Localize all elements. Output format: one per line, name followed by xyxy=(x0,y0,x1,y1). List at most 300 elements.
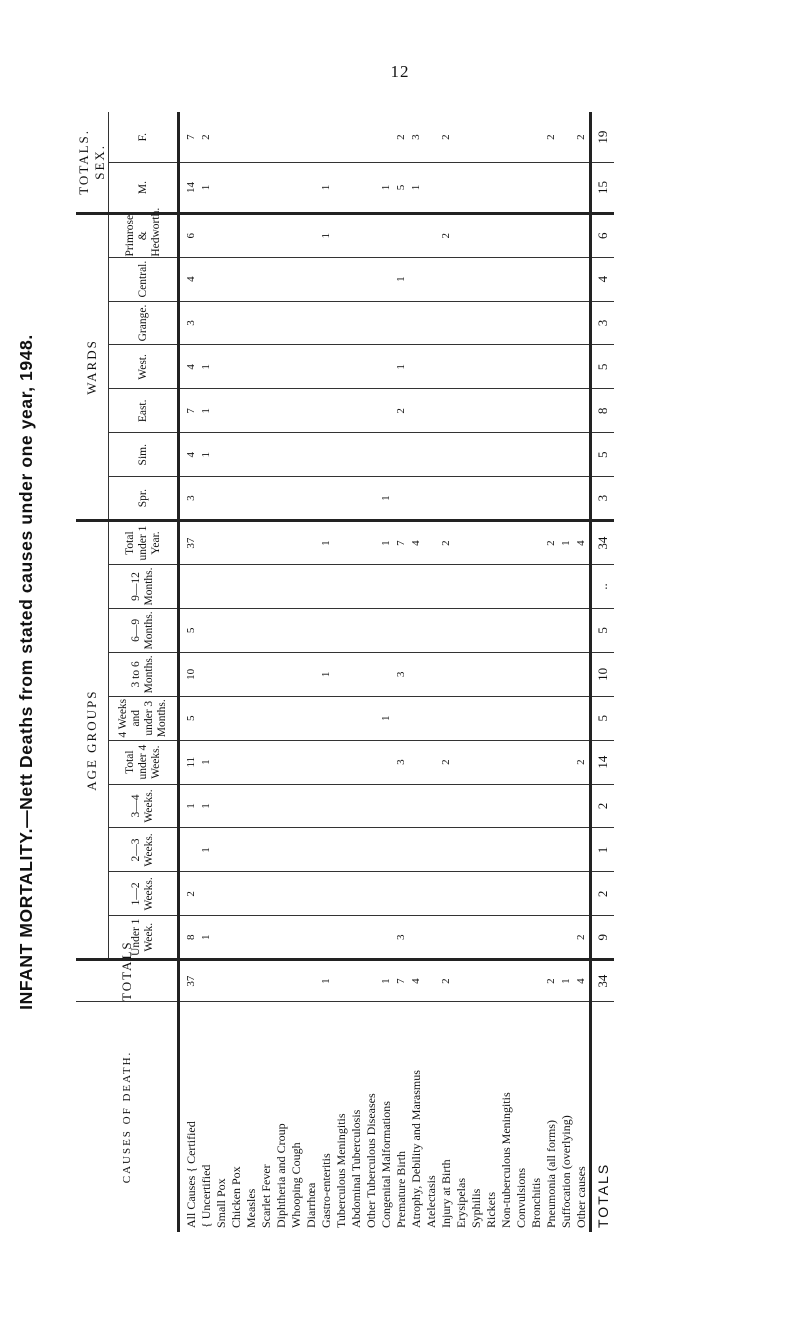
ward-cell xyxy=(349,389,364,433)
ward-cell xyxy=(409,433,424,477)
sex-cell: 2 xyxy=(199,112,214,163)
ward-cell xyxy=(469,257,484,301)
age-cell xyxy=(349,608,364,652)
sex-cell xyxy=(334,163,349,214)
age-cell xyxy=(394,828,409,872)
age-cell xyxy=(454,872,469,916)
age-cell xyxy=(349,652,364,696)
age-cell xyxy=(379,740,394,784)
ward-cell xyxy=(229,433,244,477)
ward-cell xyxy=(544,257,559,301)
age-col-header: 4 Weeks and under 3 Months. xyxy=(109,696,179,740)
sex-cell xyxy=(349,163,364,214)
age-cell xyxy=(439,784,454,828)
ward-cell xyxy=(424,301,439,345)
ward-cell: 4 xyxy=(179,433,200,477)
ward-cell xyxy=(244,257,259,301)
total-cell: 1 xyxy=(559,960,574,1002)
ward-cell xyxy=(484,213,499,257)
age-cell xyxy=(214,565,229,609)
age-cell xyxy=(424,740,439,784)
ward-col-header: Primrose & Hedworth. xyxy=(109,213,179,257)
sex-cell: 1 xyxy=(409,163,424,214)
age-cell xyxy=(454,696,469,740)
ward-cell xyxy=(334,213,349,257)
age-cell xyxy=(559,916,574,960)
ward-cell xyxy=(454,301,469,345)
sex-cell xyxy=(244,112,259,163)
ward-cell xyxy=(529,345,544,389)
rotated-table-region xyxy=(6,112,726,1232)
age-cell xyxy=(364,608,379,652)
age-cell: 1 xyxy=(199,740,214,784)
sex-cell: 1 xyxy=(199,163,214,214)
age-total-cell: .. xyxy=(591,565,615,609)
age-cell xyxy=(514,784,529,828)
ward-cell xyxy=(484,433,499,477)
cause-label: All Causes { Certified xyxy=(184,1121,198,1228)
age-cell: 2 xyxy=(179,872,200,916)
ward-cell: 1 xyxy=(199,345,214,389)
cause-label: Small Pox xyxy=(214,1178,228,1228)
ward-cell xyxy=(349,301,364,345)
age-cell xyxy=(469,696,484,740)
ward-total-cell: 5 xyxy=(591,433,615,477)
ward-cell xyxy=(364,257,379,301)
age-cell: 1 xyxy=(379,521,394,565)
ward-cell xyxy=(529,213,544,257)
sex-cell xyxy=(379,112,394,163)
ward-cell xyxy=(229,257,244,301)
ward-cell xyxy=(514,477,529,521)
age-cell xyxy=(514,521,529,565)
age-cell xyxy=(379,608,394,652)
age-cell: 2 xyxy=(439,740,454,784)
age-cell xyxy=(364,521,379,565)
cause-label: Congenital Malformations xyxy=(379,1101,393,1228)
age-cell xyxy=(559,828,574,872)
age-cell xyxy=(574,784,591,828)
age-cell xyxy=(484,521,499,565)
cause-label: Measles xyxy=(244,1188,258,1228)
table-row xyxy=(289,112,304,1232)
table-row xyxy=(529,112,544,1232)
ward-cell xyxy=(574,433,591,477)
ward-cell xyxy=(544,389,559,433)
age-cell: 3 xyxy=(394,916,409,960)
ward-cell: 2 xyxy=(439,213,454,257)
age-cell: 3 xyxy=(394,740,409,784)
age-cell xyxy=(439,872,454,916)
age-cell xyxy=(484,828,499,872)
table-row xyxy=(544,112,559,1232)
age-cell: 4 xyxy=(574,521,591,565)
ward-cell xyxy=(409,477,424,521)
ward-cell xyxy=(319,257,334,301)
age-cell xyxy=(514,740,529,784)
age-cell xyxy=(364,916,379,960)
sex-cell xyxy=(544,163,559,214)
age-cell xyxy=(229,608,244,652)
ward-cell xyxy=(394,433,409,477)
table-row xyxy=(499,112,514,1232)
ward-cell xyxy=(289,433,304,477)
age-cell xyxy=(304,828,319,872)
age-cell xyxy=(499,828,514,872)
causes-header: CAUSES OF DEATH. xyxy=(76,1001,179,1232)
ward-cell xyxy=(574,345,591,389)
age-cell: 5 xyxy=(179,608,200,652)
ward-cell: 1 xyxy=(394,345,409,389)
ward-cell xyxy=(454,257,469,301)
age-cell: 3 xyxy=(394,652,409,696)
age-cell xyxy=(259,872,274,916)
age-cell xyxy=(289,872,304,916)
age-cell xyxy=(469,652,484,696)
age-cell: 1 xyxy=(319,652,334,696)
age-cell xyxy=(214,872,229,916)
age-cell xyxy=(364,696,379,740)
totals-label: TOTALS xyxy=(591,1001,615,1232)
ward-cell xyxy=(214,301,229,345)
ward-cell xyxy=(514,389,529,433)
table-row xyxy=(214,112,229,1232)
ward-cell xyxy=(499,477,514,521)
ward-cell xyxy=(349,345,364,389)
ward-cell xyxy=(244,389,259,433)
ward-cell xyxy=(259,389,274,433)
table-row xyxy=(514,112,529,1232)
ward-cell xyxy=(364,301,379,345)
age-cell xyxy=(469,872,484,916)
ward-cell xyxy=(499,301,514,345)
ward-cell xyxy=(334,257,349,301)
age-cell xyxy=(469,916,484,960)
sex-cell xyxy=(304,112,319,163)
age-cell xyxy=(304,608,319,652)
age-cell xyxy=(259,565,274,609)
age-cell xyxy=(214,608,229,652)
age-cell xyxy=(409,696,424,740)
ward-cell xyxy=(349,213,364,257)
sex-cell xyxy=(514,112,529,163)
ward-cell xyxy=(454,433,469,477)
age-cell xyxy=(199,696,214,740)
total-cell: 7 xyxy=(394,960,409,1002)
infant-mortality-table xyxy=(76,112,614,1232)
age-cell xyxy=(244,565,259,609)
age-total-cell: 5 xyxy=(591,696,615,740)
age-total-cell: 1 xyxy=(591,828,615,872)
age-cell xyxy=(529,608,544,652)
total-cell: 2 xyxy=(544,960,559,1002)
cause-label: Rickets xyxy=(484,1192,498,1228)
age-cell xyxy=(214,652,229,696)
age-cell xyxy=(289,696,304,740)
cause-label: Pneumonia (all forms) xyxy=(544,1120,558,1228)
age-total-cell: 10 xyxy=(591,652,615,696)
ward-total-cell: 8 xyxy=(591,389,615,433)
cause-label: Atrophy, Debility and Marasmus xyxy=(409,1070,423,1228)
total-cell xyxy=(259,960,274,1002)
age-cell xyxy=(334,521,349,565)
table-row xyxy=(484,112,499,1232)
age-cell xyxy=(259,696,274,740)
age-cell xyxy=(319,696,334,740)
ward-cell xyxy=(499,389,514,433)
table-row xyxy=(409,112,424,1232)
sex-cell xyxy=(574,163,591,214)
age-cell xyxy=(514,608,529,652)
age-cell xyxy=(514,652,529,696)
ward-cell xyxy=(559,433,574,477)
ward-col-header: Central. xyxy=(109,257,179,301)
age-cell xyxy=(514,916,529,960)
ward-cell xyxy=(274,301,289,345)
age-cell xyxy=(364,652,379,696)
age-cell xyxy=(424,872,439,916)
age-cell xyxy=(349,784,364,828)
ward-col-header: Grange. xyxy=(109,301,179,345)
age-cell xyxy=(469,521,484,565)
age-cell xyxy=(559,608,574,652)
age-cell xyxy=(454,740,469,784)
ward-cell xyxy=(334,345,349,389)
ward-cell xyxy=(424,213,439,257)
ward-cell: 3 xyxy=(179,477,200,521)
ward-cell xyxy=(304,345,319,389)
total-cell xyxy=(499,960,514,1002)
total-cell xyxy=(529,960,544,1002)
sex-cell xyxy=(469,112,484,163)
age-cell xyxy=(529,916,544,960)
age-cell: 8 xyxy=(179,916,200,960)
ward-cell xyxy=(259,301,274,345)
age-col-header: 9—12 Months. xyxy=(109,565,179,609)
age-cell xyxy=(349,740,364,784)
age-cell xyxy=(229,740,244,784)
age-cell xyxy=(214,784,229,828)
age-cell xyxy=(379,652,394,696)
age-cell xyxy=(179,828,200,872)
age-cell xyxy=(469,608,484,652)
ward-cell xyxy=(469,345,484,389)
age-cell xyxy=(424,652,439,696)
sex-cell xyxy=(499,112,514,163)
ward-cell xyxy=(469,213,484,257)
ward-cell xyxy=(424,389,439,433)
age-cell xyxy=(179,565,200,609)
age-cell xyxy=(544,652,559,696)
age-cell xyxy=(274,696,289,740)
ward-cell xyxy=(259,257,274,301)
ward-cell xyxy=(349,477,364,521)
ward-cell xyxy=(559,345,574,389)
age-cell xyxy=(409,872,424,916)
sex-cell xyxy=(424,163,439,214)
table-row xyxy=(334,112,349,1232)
ward-cell xyxy=(244,301,259,345)
totals-row xyxy=(591,112,615,1232)
age-cell xyxy=(484,784,499,828)
ward-cell xyxy=(439,345,454,389)
ward-cell xyxy=(409,345,424,389)
age-cell xyxy=(454,521,469,565)
ward-cell xyxy=(274,213,289,257)
age-cell xyxy=(289,784,304,828)
ward-cell xyxy=(529,433,544,477)
ward-cell: 2 xyxy=(394,389,409,433)
ward-cell xyxy=(514,213,529,257)
age-cell xyxy=(244,652,259,696)
age-cell xyxy=(289,521,304,565)
age-cell xyxy=(529,652,544,696)
age-cell xyxy=(274,872,289,916)
ward-cell xyxy=(439,257,454,301)
ward-cell xyxy=(274,257,289,301)
ward-total-cell: 5 xyxy=(591,345,615,389)
ward-cell xyxy=(349,433,364,477)
age-cell xyxy=(454,828,469,872)
ward-cell xyxy=(499,433,514,477)
age-cell xyxy=(229,565,244,609)
age-cell xyxy=(229,696,244,740)
age-cell xyxy=(454,608,469,652)
ward-cell xyxy=(529,257,544,301)
sex-cell xyxy=(454,112,469,163)
ward-cell xyxy=(304,389,319,433)
age-cell xyxy=(559,565,574,609)
ward-cell xyxy=(304,477,319,521)
age-cell xyxy=(334,740,349,784)
age-cell: 1 xyxy=(199,784,214,828)
sex-cell xyxy=(319,112,334,163)
age-cell: 1 xyxy=(319,521,334,565)
age-cell xyxy=(529,872,544,916)
age-cell xyxy=(424,696,439,740)
age-cell xyxy=(574,608,591,652)
sex-cell: 7 xyxy=(179,112,200,163)
age-cell xyxy=(349,916,364,960)
age-cell: 7 xyxy=(394,521,409,565)
age-cell xyxy=(214,521,229,565)
age-cell xyxy=(499,652,514,696)
age-cell: 2 xyxy=(439,521,454,565)
ward-cell xyxy=(349,257,364,301)
total-cell xyxy=(304,960,319,1002)
age-cell xyxy=(364,872,379,916)
page-number: 12 xyxy=(390,62,410,81)
ward-cell: 1 xyxy=(199,389,214,433)
ward-cell xyxy=(259,213,274,257)
ward-total-cell: 6 xyxy=(591,213,615,257)
age-cell xyxy=(349,872,364,916)
age-cell xyxy=(499,740,514,784)
ward-cell xyxy=(424,433,439,477)
ward-cell xyxy=(379,301,394,345)
cause-label: Abdominal Tuberculosis xyxy=(349,1109,363,1228)
ward-cell: 3 xyxy=(179,301,200,345)
age-cell xyxy=(439,565,454,609)
sex-cell xyxy=(559,163,574,214)
age-cell xyxy=(304,916,319,960)
sex-cell: 1 xyxy=(319,163,334,214)
age-cell xyxy=(409,565,424,609)
cause-label: Diarrhœa xyxy=(304,1182,318,1228)
age-cell xyxy=(559,872,574,916)
ward-cell xyxy=(544,433,559,477)
total-cell xyxy=(229,960,244,1002)
age-cell xyxy=(439,828,454,872)
ward-cell xyxy=(289,345,304,389)
age-cell: 2 xyxy=(574,740,591,784)
age-cell: 1 xyxy=(199,828,214,872)
age-cell xyxy=(424,784,439,828)
ward-cell xyxy=(559,213,574,257)
age-cell xyxy=(214,916,229,960)
ward-cell: 4 xyxy=(179,257,200,301)
sex-cell xyxy=(214,112,229,163)
age-cell xyxy=(304,521,319,565)
ward-cell xyxy=(454,213,469,257)
age-col-header: 6—9 Months. xyxy=(109,608,179,652)
table-row xyxy=(424,112,439,1232)
ward-cell xyxy=(289,477,304,521)
age-cell xyxy=(244,608,259,652)
ward-cell xyxy=(214,257,229,301)
age-cell xyxy=(544,740,559,784)
ward-cell xyxy=(199,213,214,257)
ward-cell xyxy=(214,345,229,389)
sex-cell: 1 xyxy=(379,163,394,214)
ward-cell xyxy=(274,389,289,433)
sex-cell xyxy=(559,112,574,163)
age-cell: 37 xyxy=(179,521,200,565)
ward-cell xyxy=(334,301,349,345)
ward-cell xyxy=(514,345,529,389)
sex-total-cell: 19 xyxy=(591,112,615,163)
age-cell xyxy=(424,828,439,872)
table-title: INFANT MORTALITY.—Nett Deaths from stated causes under one year, 1948. xyxy=(16,334,36,1010)
total-cell xyxy=(244,960,259,1002)
total-cell: 1 xyxy=(379,960,394,1002)
age-cell xyxy=(409,652,424,696)
table-row xyxy=(319,112,334,1232)
age-cell: 10 xyxy=(179,652,200,696)
age-cell xyxy=(529,521,544,565)
ward-cell xyxy=(484,477,499,521)
ward-cell xyxy=(229,345,244,389)
age-cell xyxy=(349,828,364,872)
age-cell xyxy=(334,916,349,960)
age-cell xyxy=(319,608,334,652)
wards-header: WARDS xyxy=(76,213,109,520)
ward-cell xyxy=(514,433,529,477)
ward-cell: 7 xyxy=(179,389,200,433)
age-cell xyxy=(289,652,304,696)
age-cell xyxy=(424,521,439,565)
age-cell xyxy=(379,784,394,828)
age-cell xyxy=(274,652,289,696)
ward-cell xyxy=(199,477,214,521)
sex-cell xyxy=(229,163,244,214)
ward-cell xyxy=(454,389,469,433)
age-cell: 1 xyxy=(199,916,214,960)
total-cell xyxy=(469,960,484,1002)
age-cell xyxy=(499,521,514,565)
age-cell xyxy=(559,784,574,828)
table-row xyxy=(244,112,259,1232)
